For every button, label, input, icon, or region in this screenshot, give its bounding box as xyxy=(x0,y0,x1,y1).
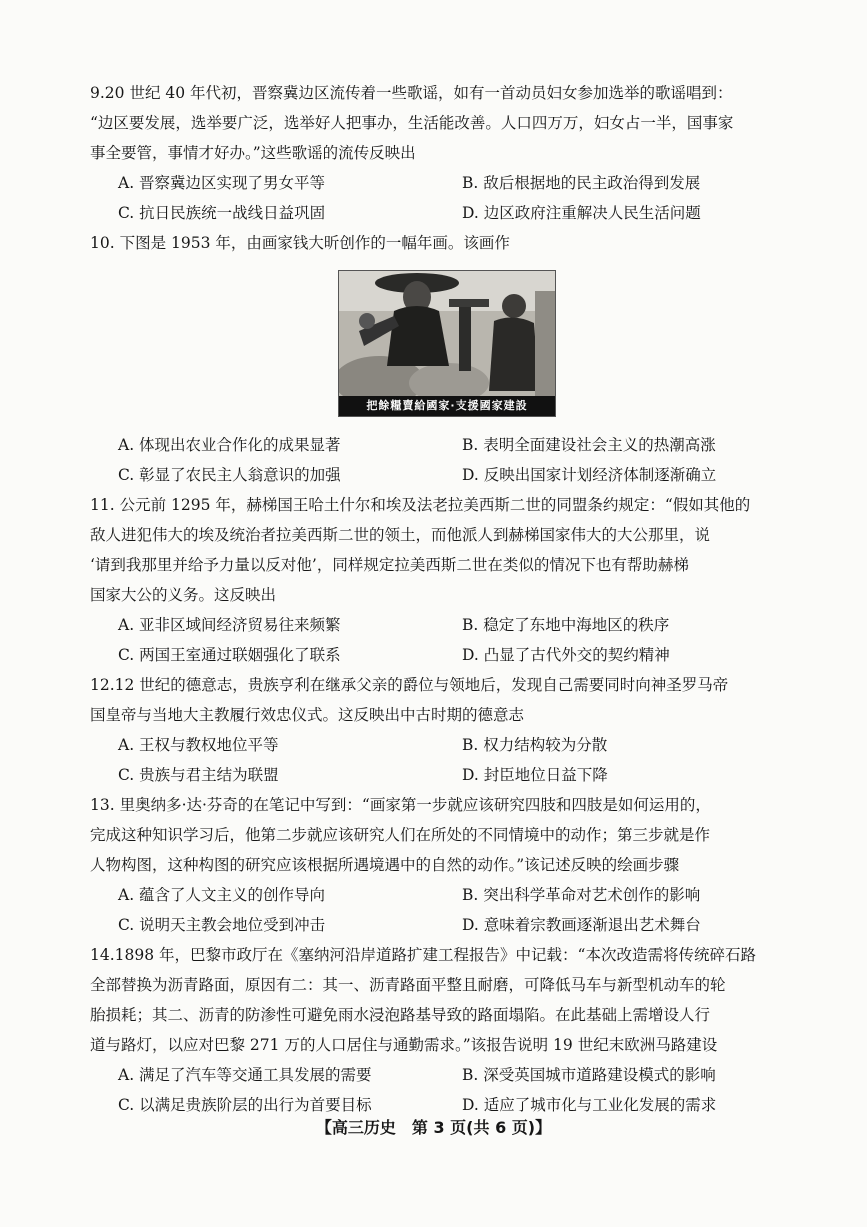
option-c[interactable]: C. 两国王室通过联姻强化了联系 xyxy=(118,646,341,664)
option-c[interactable]: C. 贵族与君主结为联盟 xyxy=(118,766,279,784)
question-9 xyxy=(90,78,790,228)
option-b[interactable]: B. 深受英国城市道路建设模式的影响 xyxy=(462,1066,716,1084)
option-a[interactable]: A. 王权与教权地位平等 xyxy=(118,736,279,754)
option-row xyxy=(90,730,790,760)
option-row xyxy=(90,1060,790,1090)
option-d[interactable]: D. 反映出国家计划经济体制逐渐确立 xyxy=(462,466,717,484)
question-13 xyxy=(90,790,790,940)
question-text-line: 10. 下图是 1953 年，由画家钱大昕创作的一幅年画。该画作 xyxy=(90,234,510,252)
option-b[interactable]: B. 表明全面建设社会主义的热潮高涨 xyxy=(462,436,716,454)
question-text-line: 12.12 世纪的德意志，贵族亨利在继承父亲的爵位与领地后，发现自己需要同时向神圣罗马帝 xyxy=(90,676,729,694)
question-text-line: 道与路灯，以应对巴黎 271 万的人口居住与通勤需求。”该报告说明 19 世纪末欧洲马路建设 xyxy=(90,1036,718,1054)
option-row xyxy=(90,910,790,940)
new-year-painting-image xyxy=(338,270,556,417)
option-c[interactable]: C. 说明天主教会地位受到冲击 xyxy=(118,916,326,934)
option-d[interactable]: D. 边区政府注重解决人民生活问题 xyxy=(462,204,701,222)
question-11 xyxy=(90,490,790,670)
option-d[interactable]: D. 意味着宗教画逐渐退出艺术舞台 xyxy=(462,916,701,934)
option-d[interactable]: D. 凸显了古代外交的契约精神 xyxy=(462,646,670,664)
option-d[interactable]: D. 封臣地位日益下降 xyxy=(462,766,608,784)
question-text-line: 9.20 世纪 40 年代初，晋察冀边区流传着一些歌谣，如有一首动员妇女参加选举的歌谣唱到： xyxy=(90,84,733,102)
question-text-line: 人物构图，这种构图的研究应该根据所遇境遇中的自然的动作。”该记述反映的绘画步骤 xyxy=(90,856,680,874)
question-text-line: “边区要发展，选举要广泛，选举好人把事办，生活能改善。人口四万万，妇女占一半，国事家 xyxy=(90,114,734,132)
question-text-line: 敌人进犯伟大的埃及统治者拉美西斯二世的领土，而他派人到赫梯国家伟大的大公那里，说 xyxy=(90,526,711,544)
option-row xyxy=(90,640,790,670)
option-row xyxy=(90,430,790,460)
painting-caption: 把餘糧賣給國家·支援國家建設 xyxy=(339,396,555,416)
option-a[interactable]: A. 体现出农业合作化的成果显著 xyxy=(118,436,341,454)
option-b[interactable]: B. 权力结构较为分散 xyxy=(462,736,608,754)
question-text-line: 完成这种知识学习后，他第二步就应该研究人们在所处的不同情境中的动作；第三步就是作 xyxy=(90,826,711,844)
question-10-options xyxy=(90,430,790,490)
question-14 xyxy=(90,940,790,1120)
painting-illustration xyxy=(339,271,555,396)
question-text-line: 11. 公元前 1295 年，赫梯国王哈土什尔和埃及法老拉美西斯二世的同盟条约规定：“假如其他的 xyxy=(90,496,751,514)
option-a[interactable]: A. 满足了汽车等交通工具发展的需要 xyxy=(118,1066,372,1084)
option-c[interactable]: C. 以满足贵族阶层的出行为首要目标 xyxy=(118,1096,372,1114)
question-text-line: 国家大公的义务。这反映出 xyxy=(90,586,277,604)
question-text-line: 胎损耗；其二、沥青的防渗性可避免雨水浸泡路基导致的路面塌陷。在此基础上需增设人行 xyxy=(90,1006,711,1024)
question-text-line: ‘请到我那里并给予力量以反对他’，同样规定拉美西斯二世在类似的情况下也有帮助赫梯 xyxy=(90,556,689,574)
option-b[interactable]: B. 敌后根据地的民主政治得到发展 xyxy=(462,174,701,192)
option-a[interactable]: A. 亚非区域间经济贸易往来频繁 xyxy=(118,616,341,634)
option-row xyxy=(90,198,790,228)
option-row xyxy=(90,610,790,640)
option-row xyxy=(90,760,790,790)
option-a[interactable]: A. 蕴含了人文主义的创作导向 xyxy=(118,886,326,904)
question-text-line: 国皇帝与当地大主教履行效忠仪式。这反映出中古时期的德意志 xyxy=(90,706,525,724)
question-10 xyxy=(90,228,790,258)
option-row xyxy=(90,880,790,910)
question-text-line: 事全要管，事情才好办。”这些歌谣的流传反映出 xyxy=(90,144,416,162)
option-a[interactable]: A. 晋察冀边区实现了男女平等 xyxy=(118,174,326,192)
question-text-line: 全部替换为沥青路面，原因有二：其一、沥青路面平整且耐磨，可降低马车与新型机动车的轮 xyxy=(90,976,726,994)
option-c[interactable]: C. 彰显了农民主人翁意识的加强 xyxy=(118,466,341,484)
page-footer: 【高三历史 第 3 页(共 6 页)】 xyxy=(315,1118,552,1137)
question-text-line: 13. 里奥纳多·达·芬奇的在笔记中写到：“画家第一步就应该研究四肢和四肢是如何运用的， xyxy=(90,796,711,814)
option-b[interactable]: B. 稳定了东地中海地区的秩序 xyxy=(462,616,670,634)
question-text-line: 14.1898 年，巴黎市政厅在《塞纳河沿岸道路扩建工程报告》中记载：“本次改造需将传统碎石路 xyxy=(90,946,756,964)
option-row xyxy=(90,460,790,490)
option-row xyxy=(90,168,790,198)
question-12 xyxy=(90,670,790,790)
option-b[interactable]: B. 突出科学革命对艺术创作的影响 xyxy=(462,886,701,904)
option-d[interactable]: D. 适应了城市化与工业化发展的需求 xyxy=(462,1096,717,1114)
option-c[interactable]: C. 抗日民族统一战线日益巩固 xyxy=(118,204,326,222)
